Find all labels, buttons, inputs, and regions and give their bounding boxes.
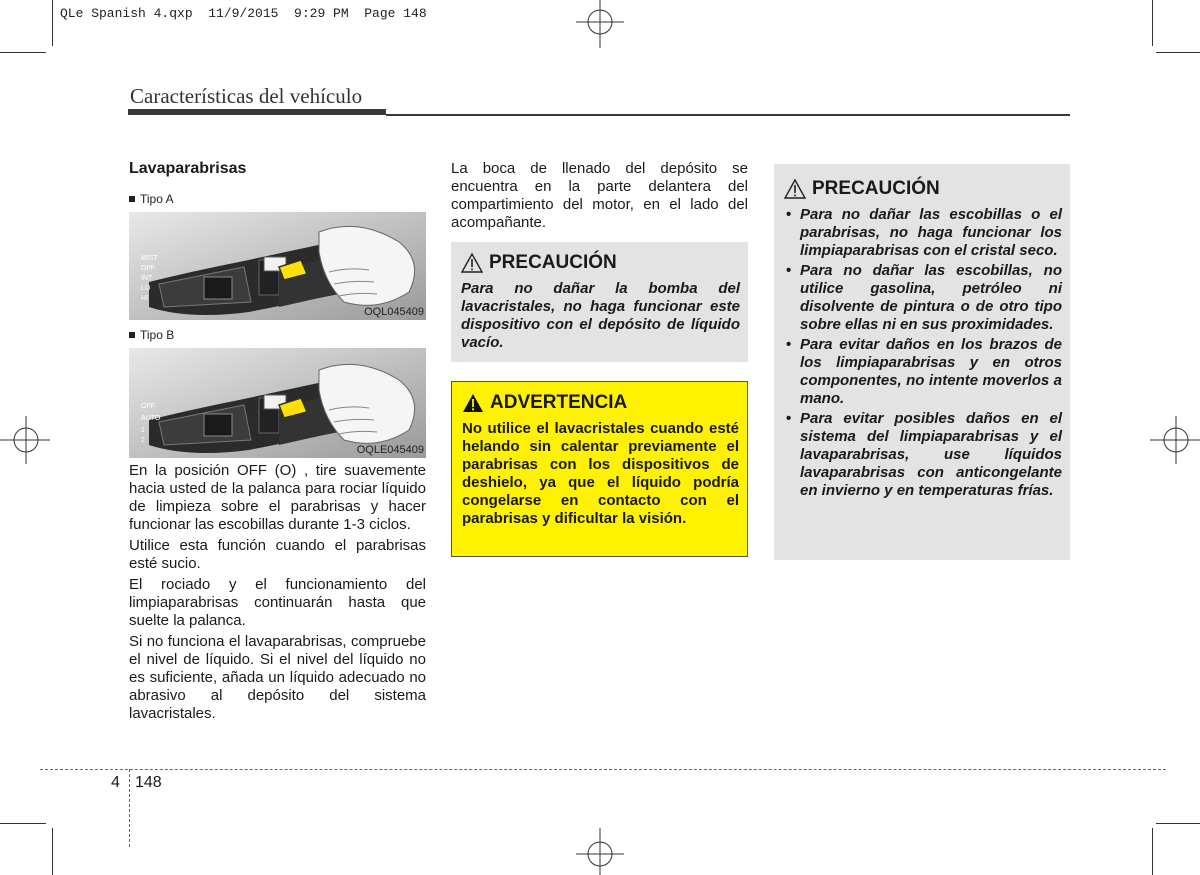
svg-text:AUTO: AUTO — [141, 415, 161, 422]
figure-b-code: OQLE045409 — [356, 444, 424, 456]
section-rule-thick — [128, 109, 386, 115]
chapter-number: 4 — [111, 774, 120, 791]
figure-a-wiper-lever — [129, 212, 426, 320]
warning-triangle-icon — [462, 393, 484, 413]
precaution-text: Para no dañar la bomba del lavacristales, no haga funcionar este dispositivo con el depósito de líquido vacío. — [461, 280, 740, 351]
paragraph: Utilice esta función cuando el parabrisas esté sucio. — [129, 537, 426, 572]
svg-text:2: 2 — [141, 437, 145, 444]
lavaparabrisas-heading: Lavaparabrisas — [129, 160, 247, 177]
list-item: • Para evitar daños en los brazos de los limpiaparabrisas y en otros componentes, no intente moverlos a mano. — [784, 336, 1062, 408]
registration-mark-left — [0, 410, 50, 470]
paragraph: Si no funciona el lavaparabrisas, compruebe el nivel de líquido. Si el nivel del líquido no es suficiente, añada un líquido adecuado no abrasivo al depósito del sistema lavacristales. — [129, 633, 426, 722]
precaution-box-right — [774, 164, 1070, 560]
list-item: • Para evitar posibles daños en el sistema del limpiaparabrisas y el lavaparabrisas, use líquidos lavaparabrisas con anticongelante en invierno y en temperaturas frías. — [784, 410, 1062, 500]
footer-dashed-rule — [40, 769, 1166, 770]
precaution-list — [784, 206, 1062, 500]
filler-location-paragraph: La boca de llenado del depósito se encuentra en la parte delantera del compartimiento del motor, en el lado del acompañante. — [451, 160, 748, 231]
figure-b-caption: Tipo B — [129, 328, 426, 342]
left-body-text — [129, 462, 426, 723]
figure-a-caption: Tipo A — [129, 192, 426, 206]
page-number: 148 — [135, 774, 162, 791]
square-bullet-icon — [129, 196, 135, 202]
print-header: QLe Spanish 4.qxp 11/9/2015 9:29 PM Page 148 — [60, 6, 427, 21]
svg-text:HI: HI — [141, 295, 148, 302]
svg-text:1: 1 — [141, 427, 145, 434]
wiper-lever-illustration-b — [129, 348, 426, 458]
precaution-box-middle — [451, 242, 748, 362]
section-title: Características del vehículo — [130, 84, 363, 108]
svg-text:OFF: OFF — [141, 403, 155, 410]
precaution-title: PRECAUCIÓN — [784, 178, 1062, 200]
warning-text: No utilice el lavacristales cuando esté helando sin calentar previamente el parabrisas con los dispositivos de deshielo, ya que el líquido podría congelarse en contacto con el parabrisas y dificultar la visión. — [462, 420, 739, 527]
svg-text:INT: INT — [141, 275, 153, 282]
registration-mark-right — [1150, 410, 1200, 470]
caution-triangle-icon — [461, 253, 483, 273]
caution-triangle-icon — [784, 179, 806, 199]
section-rule-thin — [386, 114, 1070, 116]
registration-mark-top — [570, 0, 630, 50]
svg-text:OFF: OFF — [141, 265, 155, 272]
figure-a-code: OQL045409 — [364, 306, 424, 318]
precaution-title: PRECAUCIÓN — [461, 252, 740, 274]
paragraph: En la posición OFF (O) , tire suavemente hacia usted de la palanca para rociar líquido de limpieza sobre el parabrisas y hacer funcionar las escobillas durante 1-3 ciclos. — [129, 462, 426, 533]
warning-title: ADVERTENCIA — [462, 392, 739, 414]
svg-text:MIST: MIST — [141, 255, 158, 262]
registration-mark-bottom — [570, 828, 630, 875]
paragraph: El rociado y el funcionamiento del limpiaparabrisas continuarán hasta que suelte la palanca. — [129, 576, 426, 629]
list-item: • Para no dañar las escobillas o el parabrisas, no haga funcionar los limpiaparabrisas con el cristal seco. — [784, 206, 1062, 260]
svg-text:LO: LO — [141, 285, 151, 292]
wiper-lever-illustration-a — [129, 212, 426, 320]
left-column — [129, 160, 426, 726]
square-bullet-icon — [129, 332, 135, 338]
figure-b-wiper-lever — [129, 348, 426, 458]
warning-box — [451, 381, 748, 557]
footer-dashed-divider — [129, 769, 130, 847]
middle-column — [451, 160, 748, 235]
list-item: • Para no dañar las escobillas, no utilice gasolina, petróleo ni disolvente de pintura o de otro tipo sobre ellas ni en sus proximidades. — [784, 262, 1062, 334]
